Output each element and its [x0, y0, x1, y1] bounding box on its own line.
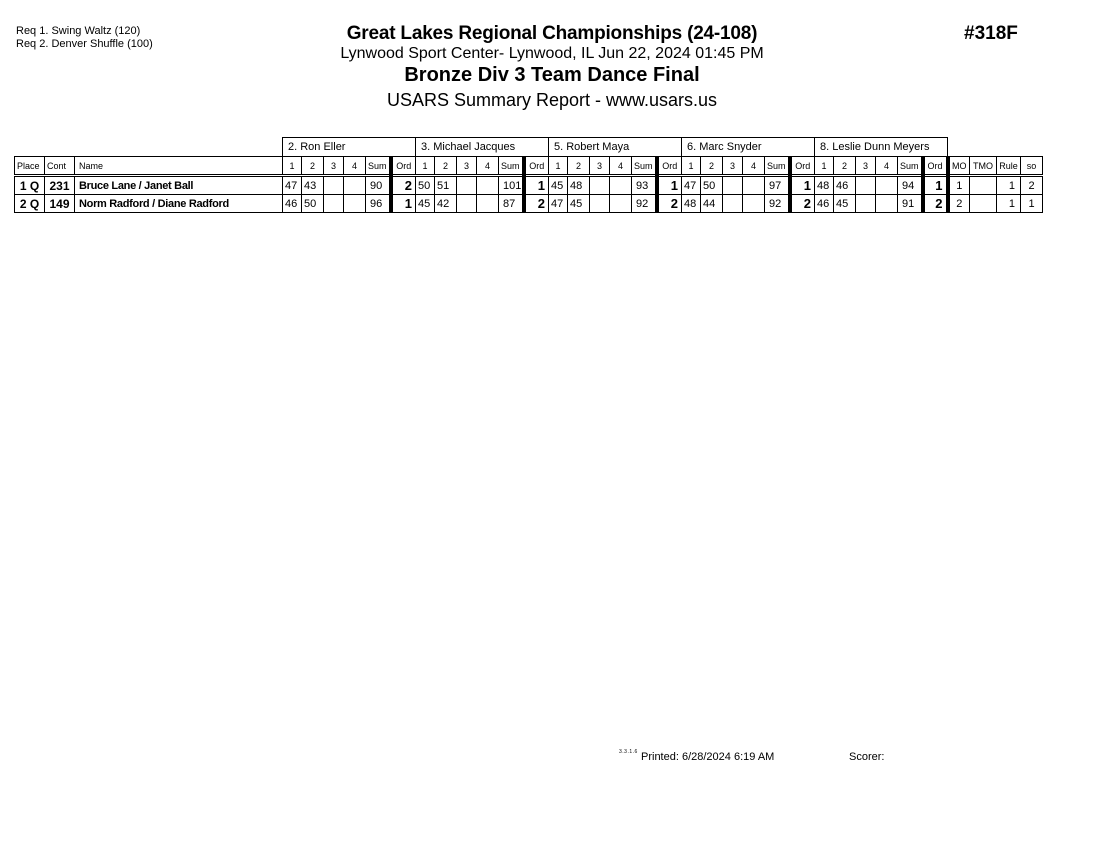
score-cell: 42: [435, 195, 457, 213]
rule-cell: 1: [997, 195, 1021, 213]
score-cell: [610, 195, 632, 213]
score-cell: [344, 195, 366, 213]
score-cell: 51: [435, 176, 457, 195]
score-cell: 50: [302, 195, 324, 213]
ordinal-cell: 1: [391, 195, 416, 213]
col-score-2: 2: [834, 157, 856, 176]
score-cell: [457, 176, 477, 195]
ordinal-cell: 2: [657, 195, 682, 213]
sum-cell: 97: [765, 176, 790, 195]
col-tmo: TMO: [970, 157, 997, 176]
requirement-1: Req 1. Swing Waltz (120): [16, 25, 141, 37]
tmo-cell: [970, 176, 997, 195]
score-cell: [590, 195, 610, 213]
sum-cell: 93: [632, 176, 657, 195]
ordinal-cell: 2: [923, 195, 948, 213]
results-table: [14, 137, 1043, 213]
col-name: Name: [75, 157, 283, 176]
score-cell: 44: [701, 195, 723, 213]
event-code: #318F: [964, 23, 1018, 44]
sum-cell: 87: [499, 195, 524, 213]
score-cell: [743, 195, 765, 213]
contestant-name: Bruce Lane / Janet Ball: [75, 176, 283, 195]
tmo-cell: [970, 195, 997, 213]
col-score-3: 3: [856, 157, 876, 176]
col-cont: Cont: [45, 157, 75, 176]
col-ord: Ord: [657, 157, 682, 176]
col-score-4: 4: [610, 157, 632, 176]
mo-cell: 1: [948, 176, 970, 195]
score-cell: [324, 195, 344, 213]
col-score-3: 3: [723, 157, 743, 176]
judge-name: 8. Leslie Dunn Meyers: [815, 138, 948, 157]
col-ord: Ord: [923, 157, 948, 176]
score-cell: [723, 176, 743, 195]
col-score-3: 3: [324, 157, 344, 176]
competition-title: Great Lakes Regional Championships (24-108): [346, 23, 758, 44]
col-score-1: 1: [815, 157, 834, 176]
ordinal-cell: 1: [657, 176, 682, 195]
sum-cell: 101: [499, 176, 524, 195]
score-cell: 45: [568, 195, 590, 213]
col-sum: Sum: [765, 157, 790, 176]
col-score-2: 2: [701, 157, 723, 176]
score-cell: 46: [283, 195, 302, 213]
contestant-number: 149: [45, 195, 75, 213]
score-cell: 48: [815, 176, 834, 195]
score-cell: 46: [834, 176, 856, 195]
contestant-name: Norm Radford / Diane Radford: [75, 195, 283, 213]
score-cell: [477, 195, 499, 213]
score-cell: [610, 176, 632, 195]
table-row: [15, 176, 1043, 195]
ordinal-cell: 1: [923, 176, 948, 195]
printed-timestamp: Printed: 6/28/2024 6:19 AM: [641, 751, 775, 763]
score-cell: [324, 176, 344, 195]
score-cell: [876, 195, 898, 213]
mo-cell: 2: [948, 195, 970, 213]
score-cell: 45: [834, 195, 856, 213]
score-cell: 46: [815, 195, 834, 213]
score-cell: 43: [302, 176, 324, 195]
ordinal-cell: 2: [790, 195, 815, 213]
so-cell: 2: [1021, 176, 1043, 195]
place-cell: 2 Q: [15, 195, 45, 213]
sum-cell: 92: [632, 195, 657, 213]
score-cell: 47: [549, 195, 568, 213]
col-rule: Rule: [997, 157, 1021, 176]
blank-cell: [948, 138, 1043, 157]
col-so: so: [1021, 157, 1043, 176]
col-score-1: 1: [416, 157, 435, 176]
col-score-3: 3: [590, 157, 610, 176]
col-score-4: 4: [477, 157, 499, 176]
col-score-4: 4: [344, 157, 366, 176]
place-cell: 1 Q: [15, 176, 45, 195]
col-score-1: 1: [283, 157, 302, 176]
venue-and-date: Lynwood Sport Center- Lynwood, IL Jun 22, 2024 01:45 PM: [340, 45, 764, 62]
col-ord: Ord: [524, 157, 549, 176]
col-sum: Sum: [499, 157, 524, 176]
score-cell: 50: [416, 176, 435, 195]
col-sum: Sum: [898, 157, 923, 176]
score-cell: 45: [549, 176, 568, 195]
col-score-1: 1: [682, 157, 701, 176]
score-cell: [477, 176, 499, 195]
col-sum: Sum: [366, 157, 391, 176]
scorer-label: Scorer:: [849, 751, 885, 763]
judge-name: 5. Robert Maya: [549, 138, 682, 157]
software-version: 3.3.1.6: [619, 749, 638, 755]
score-cell: 47: [283, 176, 302, 195]
column-header-row: [15, 157, 1043, 176]
score-cell: 47: [682, 176, 701, 195]
col-score-4: 4: [743, 157, 765, 176]
ordinal-cell: 2: [524, 195, 549, 213]
ordinal-cell: 1: [524, 176, 549, 195]
col-score-4: 4: [876, 157, 898, 176]
blank-cell: [15, 138, 283, 157]
judge-name: 2. Ron Eller: [283, 138, 416, 157]
event-title: Bronze Div 3 Team Dance Final: [404, 64, 700, 86]
judge-header-row: [15, 138, 1043, 157]
score-cell: [743, 176, 765, 195]
col-score-3: 3: [457, 157, 477, 176]
judge-name: 6. Marc Snyder: [682, 138, 815, 157]
contestant-number: 231: [45, 176, 75, 195]
so-cell: 1: [1021, 195, 1043, 213]
col-mo: MO: [948, 157, 970, 176]
score-cell: [856, 176, 876, 195]
requirement-2: Req 2. Denver Shuffle (100): [16, 38, 153, 50]
rule-cell: 1: [997, 176, 1021, 195]
col-score-1: 1: [549, 157, 568, 176]
ordinal-cell: 2: [391, 176, 416, 195]
report-title: USARS Summary Report - www.usars.us: [386, 90, 718, 110]
score-cell: [344, 176, 366, 195]
score-cell: [856, 195, 876, 213]
table-row: [15, 195, 1043, 213]
score-cell: [457, 195, 477, 213]
score-cell: 48: [568, 176, 590, 195]
col-place: Place: [15, 157, 45, 176]
col-sum: Sum: [632, 157, 657, 176]
ordinal-cell: 1: [790, 176, 815, 195]
col-ord: Ord: [790, 157, 815, 176]
judge-name: 3. Michael Jacques: [416, 138, 549, 157]
score-cell: [590, 176, 610, 195]
score-cell: [723, 195, 743, 213]
col-score-2: 2: [568, 157, 590, 176]
score-cell: 45: [416, 195, 435, 213]
sum-cell: 96: [366, 195, 391, 213]
sum-cell: 92: [765, 195, 790, 213]
sum-cell: 91: [898, 195, 923, 213]
col-score-2: 2: [435, 157, 457, 176]
sum-cell: 94: [898, 176, 923, 195]
sum-cell: 90: [366, 176, 391, 195]
score-cell: 50: [701, 176, 723, 195]
col-score-2: 2: [302, 157, 324, 176]
col-ord: Ord: [391, 157, 416, 176]
score-cell: [876, 176, 898, 195]
score-cell: 48: [682, 195, 701, 213]
